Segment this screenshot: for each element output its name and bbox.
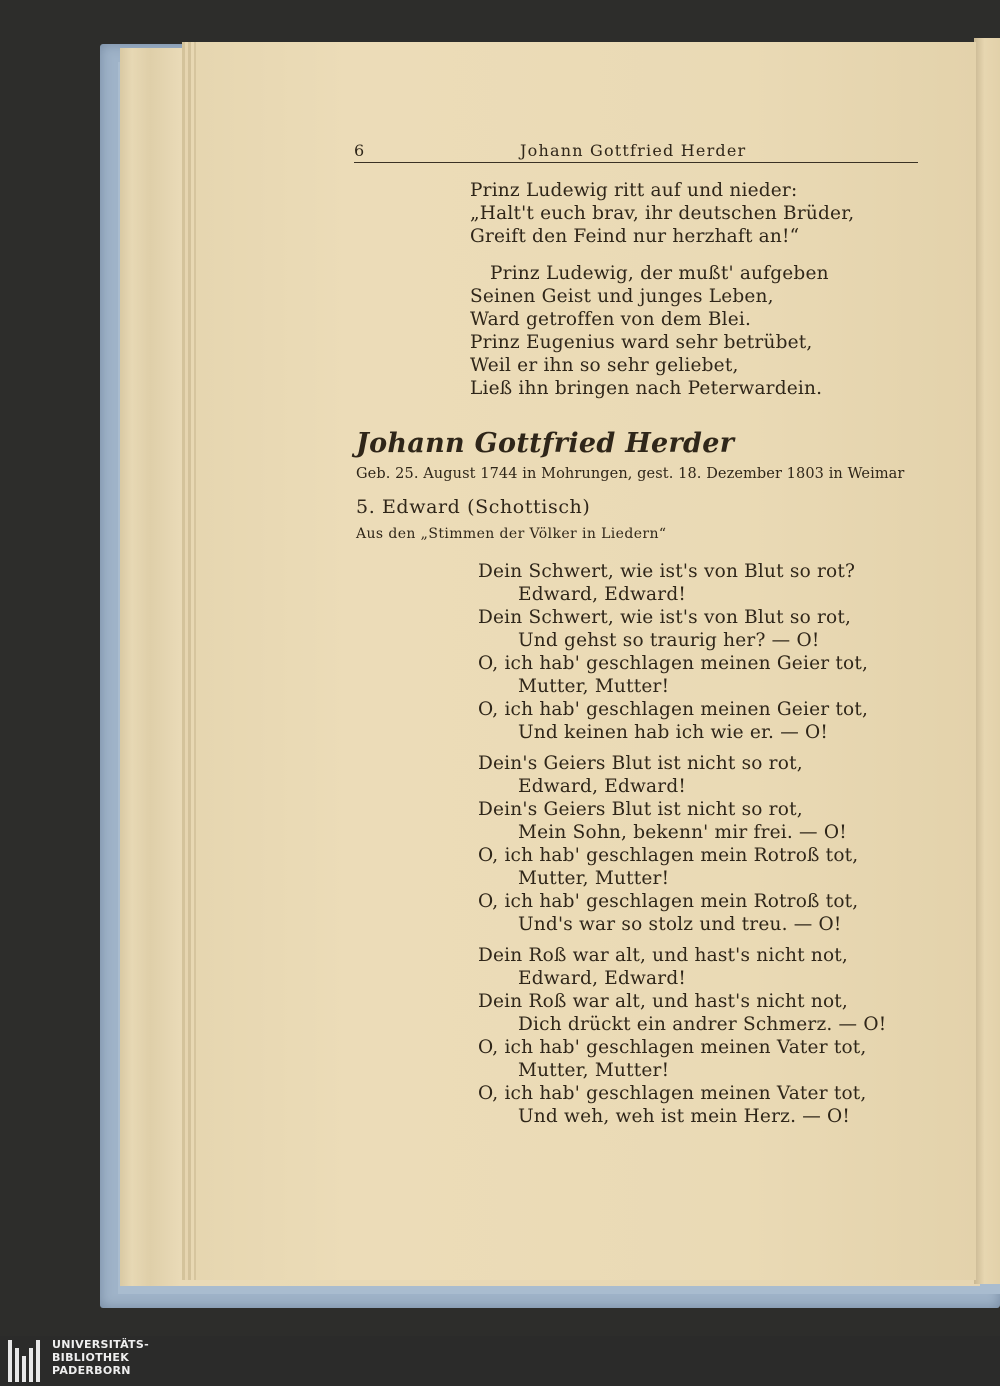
verse-line: Greift den Feind nur herzhaft an!“ [470, 226, 800, 247]
verse-line: Dein's Geiers Blut ist nicht so rot, [478, 799, 803, 820]
verse-line: Seinen Geist und junges Leben, [470, 286, 774, 307]
poem-stanza-3 [478, 944, 886, 1128]
verse-line: Prinz Ludewig ritt auf und nieder: [470, 180, 798, 201]
poem-title: 5. Edward (Schottisch) [356, 496, 591, 518]
verse-stanza-a [470, 179, 854, 248]
author-heading: Johann Gottfried Herder [356, 428, 735, 459]
verse-line: Dein's Geiers Blut ist nicht so rot, [478, 753, 803, 774]
logo-line: BIBLIOTHEK [52, 1351, 130, 1364]
verse-line: Ließ ihn bringen nach Peterwardein. [470, 378, 823, 399]
verse-line: Dich drückt ein andrer Schmerz. — O! [518, 1014, 887, 1035]
verse-line: Dein Roß war alt, und hast's nicht not, [478, 991, 849, 1012]
logo-line: UNIVERSITÄTS- [52, 1338, 149, 1351]
verse-line: Ward getroffen von dem Blei. [470, 309, 752, 330]
verse-line: Und keinen hab ich wie er. — O! [518, 722, 828, 743]
verse-line: Edward, Edward! [518, 968, 686, 989]
verse-line: Mutter, Mutter! [518, 868, 670, 889]
verse-line: O, ich hab' geschlagen meinen Geier tot, [478, 653, 869, 674]
verse-line: O, ich hab' geschlagen mein Rotroß tot, [478, 891, 859, 912]
verse-line: Und weh, weh ist mein Herz. — O! [518, 1106, 851, 1127]
library-logo-text [52, 1338, 149, 1377]
logo-line: PADERBORN [52, 1364, 131, 1377]
verse-line: Und gehst so traurig her? — O! [518, 630, 820, 651]
running-head-title: Johann Gottfried Herder [520, 141, 747, 160]
verse-line: Dein Schwert, wie ist's von Blut so rot, [478, 607, 852, 628]
verse-line: Mutter, Mutter! [518, 676, 670, 697]
verse-line: Prinz Eugenius ward sehr betrübet, [470, 332, 813, 353]
verse-line: Edward, Edward! [518, 776, 686, 797]
verse-line: Und's war so stolz und treu. — O! [518, 914, 842, 935]
verse-line: O, ich hab' geschlagen meinen Geier tot, [478, 699, 869, 720]
verse-line: Dein Roß war alt, und hast's nicht not, [478, 945, 849, 966]
verse-stanza-b [470, 262, 829, 400]
poem-stanza-2 [478, 752, 858, 936]
page-number: 6 [354, 141, 365, 160]
footer-band [0, 1336, 1000, 1386]
verse-line: O, ich hab' geschlagen mein Rotroß tot, [478, 845, 859, 866]
poem-source: Aus den „Stimmen der Völker in Liedern“ [356, 526, 667, 542]
author-dates: Geb. 25. August 1744 in Mohrungen, gest. 18. Dezember 1803 in Weimar [356, 466, 905, 482]
header-rule [354, 162, 918, 163]
library-logo-icon [8, 1340, 46, 1382]
verse-line: O, ich hab' geschlagen meinen Vater tot, [478, 1083, 867, 1104]
verse-line: Edward, Edward! [518, 584, 686, 605]
verse-line: Mutter, Mutter! [518, 1060, 670, 1081]
verse-line: Mein Sohn, bekenn' mir frei. — O! [518, 822, 847, 843]
verse-line: „Halt't euch brav, ihr deutschen Brüder, [470, 203, 855, 224]
verse-line: Dein Schwert, wie ist's von Blut so rot? [478, 561, 856, 582]
facing-page-edge [974, 38, 1000, 1284]
verse-line: Prinz Ludewig, der mußt' aufgeben [490, 263, 829, 284]
verse-line: O, ich hab' geschlagen meinen Vater tot, [478, 1037, 867, 1058]
poem-stanza-1 [478, 560, 868, 744]
verse-line: Weil er ihn so sehr geliebet, [470, 355, 739, 376]
